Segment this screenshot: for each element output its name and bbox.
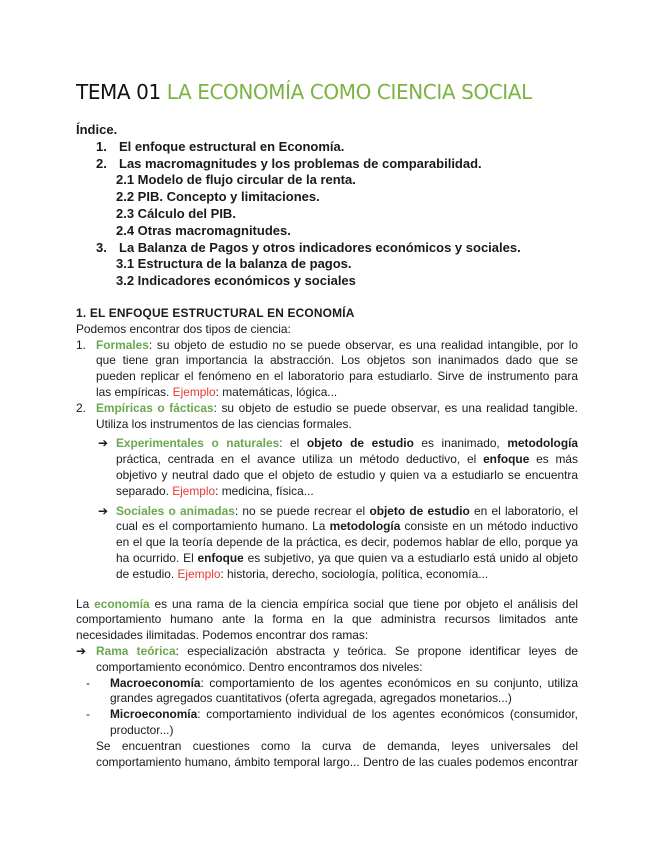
list-item-empiricas: 2. Empíricas o fácticas: su objeto de estudio se puede observar, es una realidad tangible. Utiliza los instrumentos de las ciencias formales. <box>76 400 578 431</box>
section-intro: Podemos encontrar dos tipos de ciencia: <box>76 321 291 336</box>
index <box>76 122 521 290</box>
index-subitem: 3.1 Estructura de la balanza de pagos. <box>116 256 352 272</box>
list-item-macro: - Macroeconomía: comportamiento de los agentes económicos en su conjunto, utiliza grandes agregados cuantitativos (oferta agregada, agregados monetarios...) <box>86 675 578 706</box>
list-item-micro: - Microeconomía: comportamiento individual de los agentes económicos (consumidor, productor...) <box>86 707 578 737</box>
list-item-formales: 1. Formales: su objeto de estudio no se puede observar, es una realidad intangible, por lo que tiene gran importancia la abstracción. Los objetos son inanimados dado que se pueden replicar el fenómeno en el laboratorio para estudiarlo. Sirve de instrumento para las empíricas. Ejemplo: matemáticas, lógica... <box>76 337 578 399</box>
title-main: LA ECONOMÍA COMO CIENCIA SOCIAL <box>166 80 532 104</box>
section-title: 1. EL ENFOQUE ESTRUCTURAL EN ECONOMÍA <box>76 306 355 320</box>
list-item-experimentales: ➔ Experimentales o naturales: el objeto de estudio es inanimado, metodología práctica, centrada en el avance utiliza un método deductivo, el enfoque es más objetivo y neutral dado que el objeto de estudio y quien va a estudiarlo se encuentra separado. Ejemplo: medicina, física... <box>98 436 578 498</box>
index-heading: Índice. <box>76 122 118 137</box>
list-item-sociales: ➔ Sociales o animadas: no se puede recrear el objeto de estudio en el laboratorio, el cual es el comportamiento humano. La metodología consiste en un método inductivo en el que la teoría depende de la práctica, es decir, podemos hablar de ello, porque ya ha ocurrido. El enfoque es subjetivo, ya que quien va a estudiarlo está unido al objeto de estudio. Ejemplo: historia, derecho, sociología, política, economía... <box>98 503 579 581</box>
index-item: 2. Las macromagnitudes y los problemas de comparabilidad. <box>96 155 482 171</box>
document-title <box>76 80 532 104</box>
index-item: 3. La Balanza de Pagos y otros indicadores económicos y sociales. <box>96 239 521 255</box>
arrow-icon: ➔ <box>98 503 108 518</box>
index-subitem: 2.1 Modelo de flujo circular de la renta. <box>116 172 356 188</box>
cuestiones-paragraph: Se encuentran cuestiones como la curva de demanda, leyes universales del comportamiento humano, ámbito temporal largo... Dentro de las cuales podemos encontrar <box>96 738 578 769</box>
index-item: 1. El enfoque estructural en Economía. <box>96 138 345 154</box>
section-1 <box>76 306 578 770</box>
index-subitem: 2.4 Otras macromagnitudes. <box>116 222 291 238</box>
title-prefix: TEMA 01 <box>76 80 161 104</box>
term-formales: Formales <box>96 337 149 352</box>
index-subitem: 2.2 PIB. Concepto y limitaciones. <box>116 189 320 205</box>
term-empiricas: Empíricas o fácticas <box>96 400 214 415</box>
arrow-icon: ➔ <box>98 436 108 451</box>
index-subitem: 2.3 Cálculo del PIB. <box>116 205 236 221</box>
example-label: Ejemplo <box>172 384 216 399</box>
economia-paragraph: La economía es una rama de la ciencia empírica social que tiene por objeto el análisis del comportamiento humano ante la forma en la que administra recursos limitados ante necesidades ilimitadas. Podemos encontrar dos ramas: <box>76 596 579 643</box>
arrow-icon: ➔ <box>76 643 86 658</box>
index-subitem: 3.2 Indicadores económicos y sociales <box>116 273 356 289</box>
list-item-rama-teorica: ➔ Rama teórica: especialización abstracta y teórica. Se propone identificar leyes de comportamiento económico. Dentro encontramos dos niveles: <box>76 643 578 674</box>
